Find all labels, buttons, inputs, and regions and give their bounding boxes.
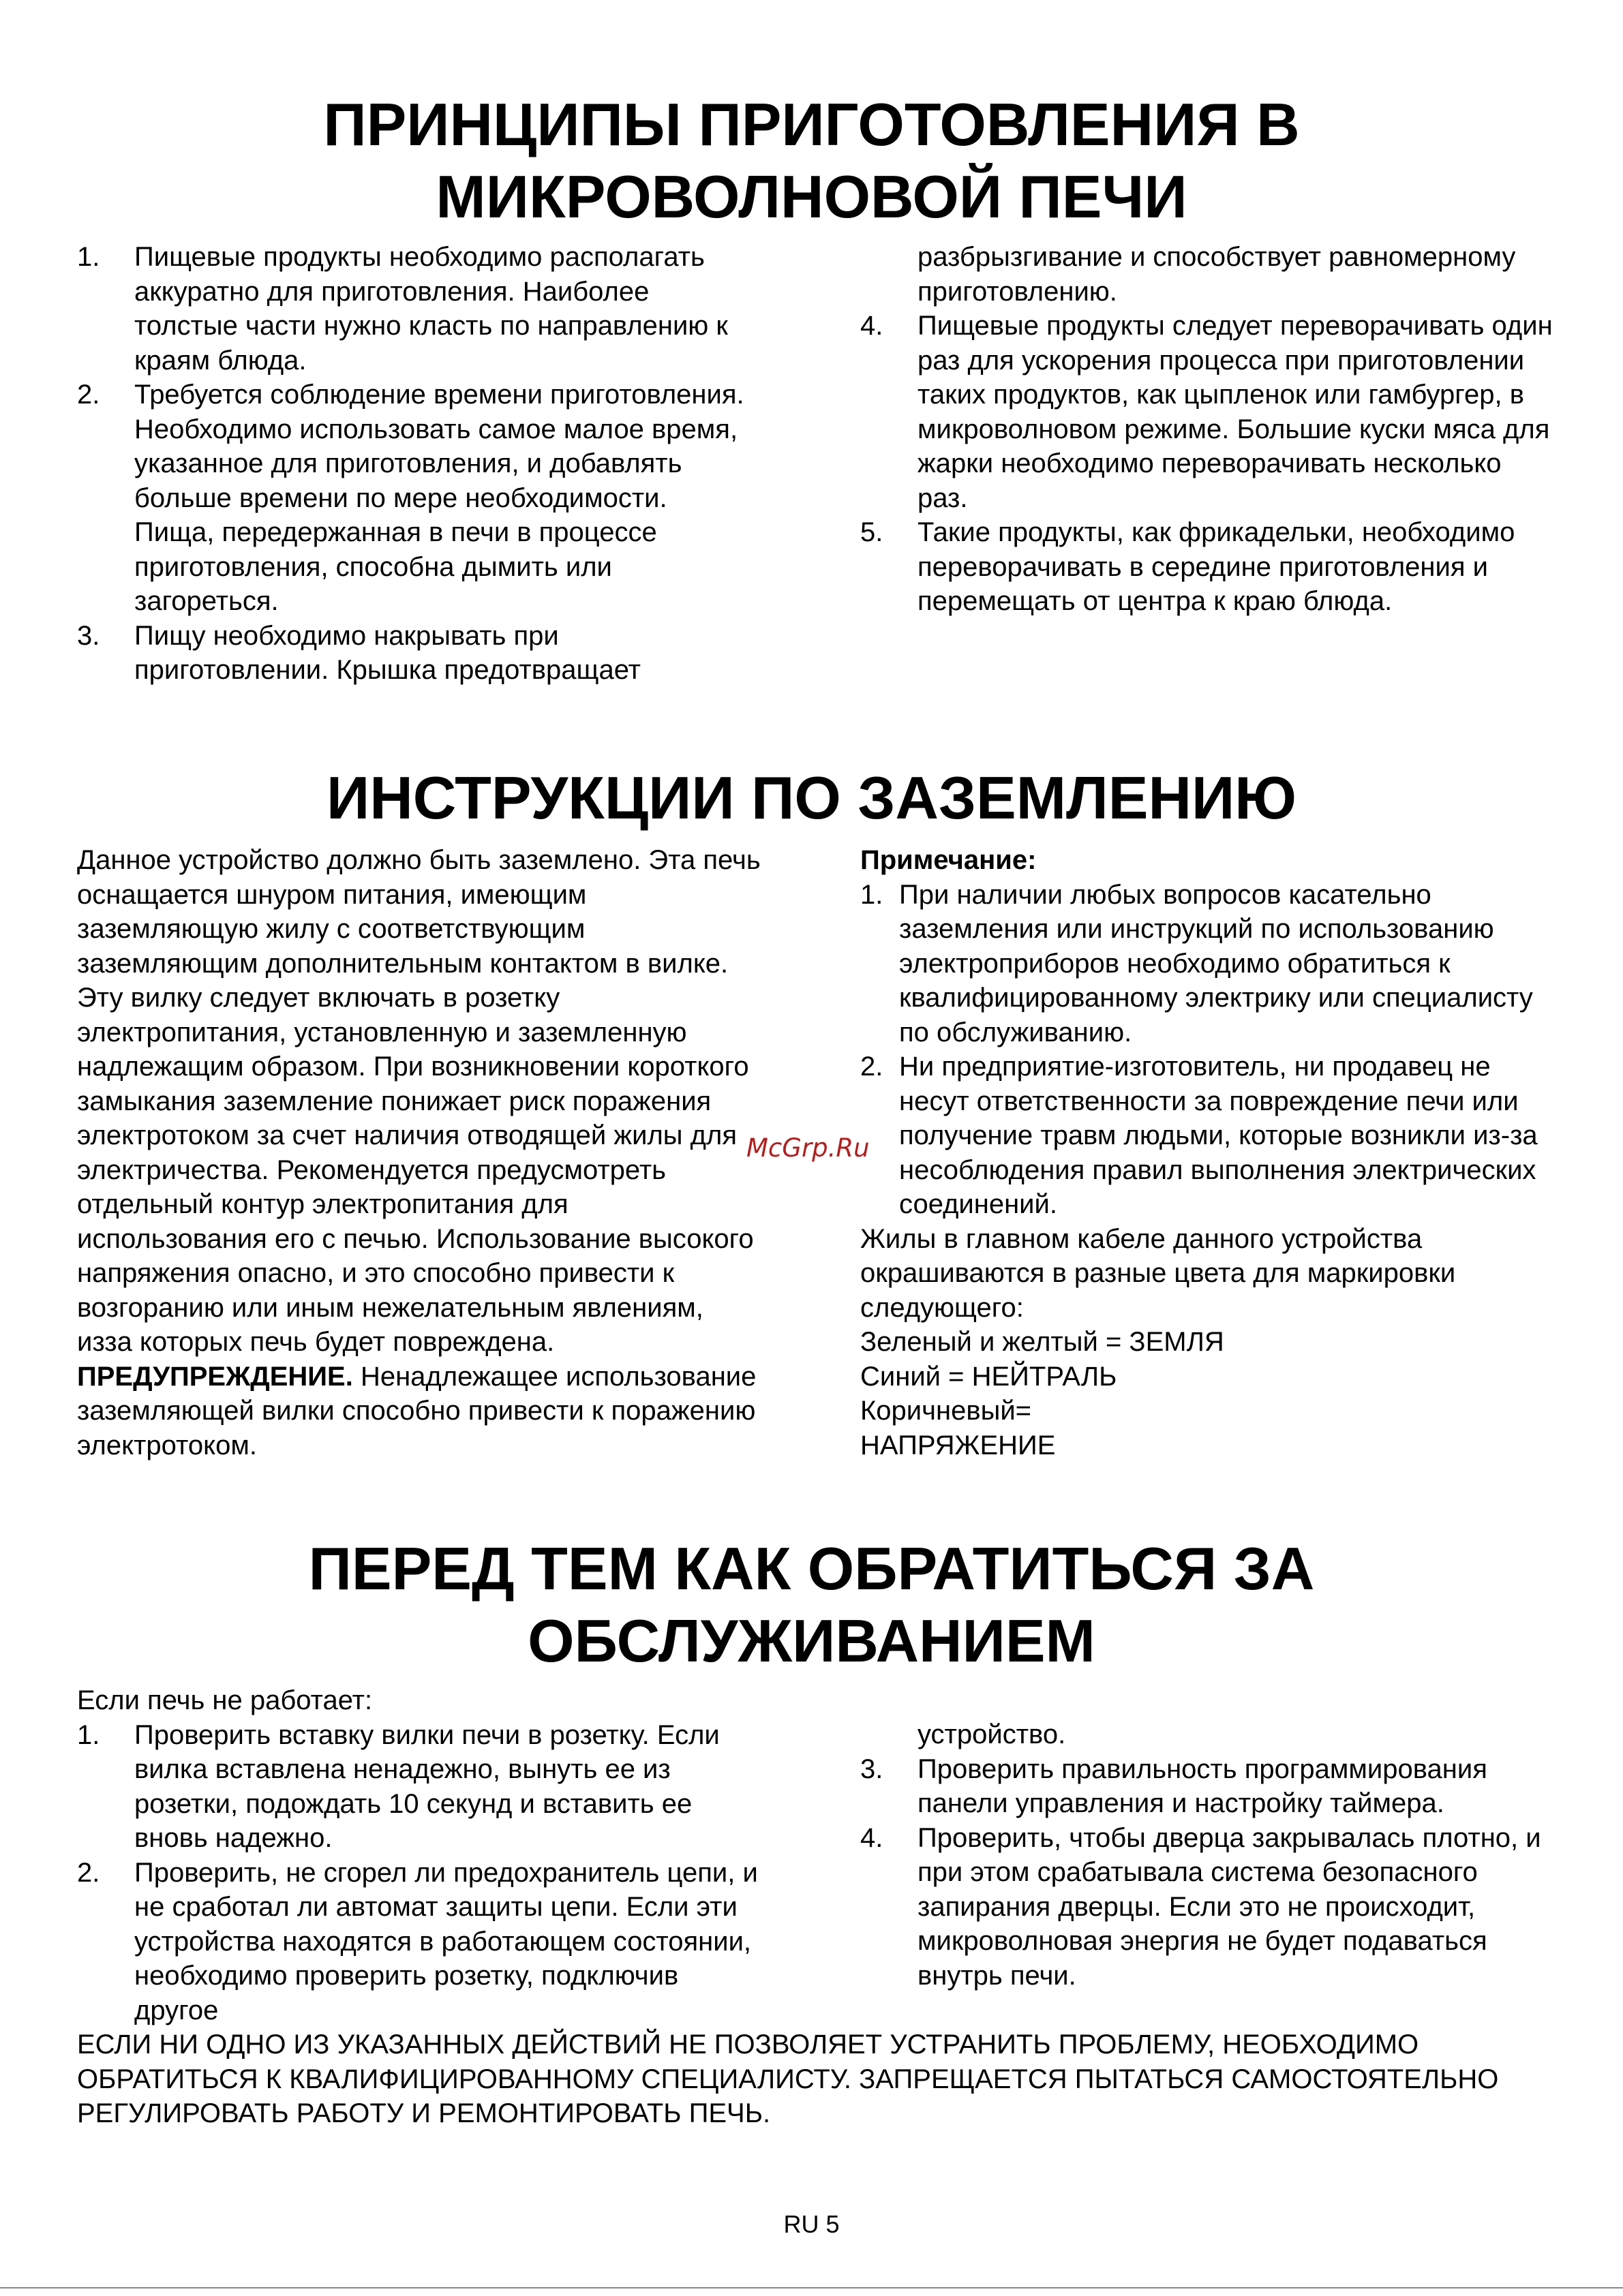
section1-right-column [860, 240, 1556, 619]
list-item-number: 2. [77, 380, 100, 410]
list-item-text: Пищу необходимо накрывать при приготовлении. Крышка предотвращает [134, 620, 641, 685]
wire-live-value: НАПРЯЖЕНИЕ [860, 1430, 1056, 1460]
wire-neutral: Синий = НЕЙТРАЛЬ [860, 1361, 1117, 1392]
list-item-number: 1. [77, 1719, 100, 1750]
bottom-divider [0, 2287, 1623, 2289]
section2-title: ИНСТРУКЦИИ ПО ЗАЗЕМЛЕНИЮ [326, 764, 1297, 831]
list-item-text: При наличии любых вопросов касательно заземления или инструкций по использованию электроприборов необходимо обратиться к квалифицированному электрику или специалисту по обслуживанию. [899, 879, 1533, 1047]
list-item [860, 1050, 1556, 1222]
list-item [77, 1718, 765, 1856]
list-item-text: Пищевые продукты следует переворачивать один раз для ускорения процесса при приготовлении таких продуктов, как цыпленок или гамбургер, в микроволновом режиме. Большие куски мяса для жарки необходимо переворачивать несколько раз. [917, 311, 1553, 513]
list-item-text: разбрызгивание и способствует равномерному приготовлению. [917, 242, 1516, 307]
grounding-body: Данное устройство должно быть заземлено. Эта печь оснащается шнуром питания, имеющим заземляющую жилу с соответствующим заземляющим дополнительным контактом в вилке. Эту вилку следует включать в розетку электропитания, установленную и заземленную надлежащим образом. При возникновении короткого замыкания заземление понижает риск поражения электротоком за счет наличия отводящей жилы для электричества. Рекомендуется предусмотреть отдельный контур электропитания для использования его с печью. Использование высокого напряжения опасно, и это способно привести к возгоранию или иным нежелательным явлениям, изза которых печь будет повреждена. [77, 845, 761, 1357]
list-item [77, 1856, 765, 2028]
wire-earth: Зеленый и желтый = ЗЕМЛЯ [860, 1327, 1224, 1357]
list-item [860, 878, 1556, 1050]
list-item [77, 619, 752, 688]
wires-intro: Жилы в главном кабеле данного устройства окрашиваются в разные цвета для маркировки следующего: [860, 1223, 1456, 1323]
list-item [860, 309, 1556, 515]
list-item-number: 1. [77, 242, 100, 272]
list-item-number: 1. [860, 879, 883, 910]
list-item-text: Пищевые продукты необходимо располагать аккуратно для приготовления. Наиболее толстые части нужно класть по направлению к краям блюда. [134, 242, 728, 376]
section3-title [0, 1533, 1623, 1677]
section3-title-line1: ПЕРЕД ТЕМ КАК ОБРАТИТЬСЯ ЗА [308, 1535, 1315, 1602]
list-item-number: 5. [860, 517, 883, 547]
watermark: McGrp.Ru [746, 1133, 870, 1163]
section1-title [0, 89, 1623, 233]
list-item-number: 4. [860, 311, 883, 341]
list-item-text: Проверить вставку вилки печи в розетку. Если вилка вставлена ненадежно, вынуть ее из розетки, подождать 10 секунд и вставить ее вновь надежно. [134, 1719, 720, 1853]
list-item-text: Ни предприятие-изготовитель, ни продавец не несут ответственности за повреждение печи или получение травм людьми, которые возникли из-за несоблюдения правил выполнения электрических соединений. [899, 1052, 1538, 1219]
list-item-text: Проверить, не сгорел ли предохранитель цепи, и не сработал ли автомат защиты цепи. Если эти устройства находятся в работающем состоянии, необходимо проверить розетку, подключив другое [134, 1857, 758, 2025]
list-item [77, 240, 752, 378]
list-item-continued [860, 1717, 1556, 1752]
closing-warning: ЕСЛИ НИ ОДНО ИЗ УКАЗАННЫХ ДЕЙСТВИЙ НЕ ПОЗВОЛЯЕТ УСТРАНИТЬ ПРОБЛЕМУ, НЕОБХОДИМО ОБРАТИТЬСЯ К КВАЛИФИЦИРОВАННОМУ СПЕЦИАЛИСТУ. ЗАПРЕЩАЕТСЯ ПЫТАТЬСЯ САМОСТОЯТЕЛЬНО РЕГУЛИРОВАТЬ РАБОТУ И РЕМОНТИРОВАТЬ ПЕЧЬ. [77, 2030, 1499, 2128]
section3-intro: Если печь не работает: [77, 1685, 373, 1715]
list-item-number: 2. [77, 1857, 100, 1888]
wire-live-label: Коричневый= [860, 1396, 1032, 1426]
list-item [860, 1752, 1556, 1821]
section1-title-line2: МИКРОВОЛНОВОЙ ПЕЧИ [436, 163, 1187, 230]
list-item [860, 515, 1556, 619]
section1-left-column [77, 240, 752, 688]
list-item-number: 4. [860, 1822, 883, 1853]
section2-left-column [77, 843, 765, 1463]
section3-right-column [860, 1717, 1556, 1993]
list-item-number: 3. [860, 1754, 883, 1784]
section2-right-column [860, 843, 1556, 1463]
list-item-number: 2. [860, 1052, 883, 1082]
list-item-text: Такие продукты, как фрикадельки, необходимо переворачивать в середине приготовления и перемещать от центра к краю блюда. [917, 517, 1515, 616]
note-label: Примечание: [860, 845, 1037, 875]
page-number: RU 5 [783, 2210, 840, 2238]
warning-paragraph [77, 1360, 765, 1463]
list-item [860, 1821, 1556, 1993]
list-item-text: Проверить правильность программирования панели управления и настройку таймера. [917, 1754, 1487, 1818]
section3-title-line2: ОБСЛУЖИВАНИЕМ [528, 1607, 1095, 1674]
list-item-text: Проверить, чтобы дверца закрывалась плотно, и при этом срабатывала система безопасного запирания дверцы. Если это не происходит, микроволновая энергия не будет подаваться внутрь печи. [917, 1822, 1541, 1991]
section1-title-line1: ПРИНЦИПЫ ПРИГОТОВЛЕНИЯ В [323, 91, 1300, 158]
warning-label: ПРЕДУПРЕЖДЕНИЕ. [77, 1361, 353, 1392]
list-item-text: устройство. [917, 1719, 1066, 1749]
list-item-number: 3. [77, 620, 100, 651]
list-item [77, 378, 752, 619]
section3-left-column [77, 1683, 765, 2027]
warning-text: Ненадлежащее использование заземляющей вилки способно привести к поражению электротоком. [77, 1361, 757, 1460]
list-item-continued [860, 240, 1556, 309]
list-item-text: Требуется соблюдение времени приготовления. Необходимо использовать самое малое время, указанное для приготовления, и добавлять больше времени по мере необходимости. Пища, передержанная в печи в процессе приготовления, способна дымить или загореться. [134, 380, 744, 616]
